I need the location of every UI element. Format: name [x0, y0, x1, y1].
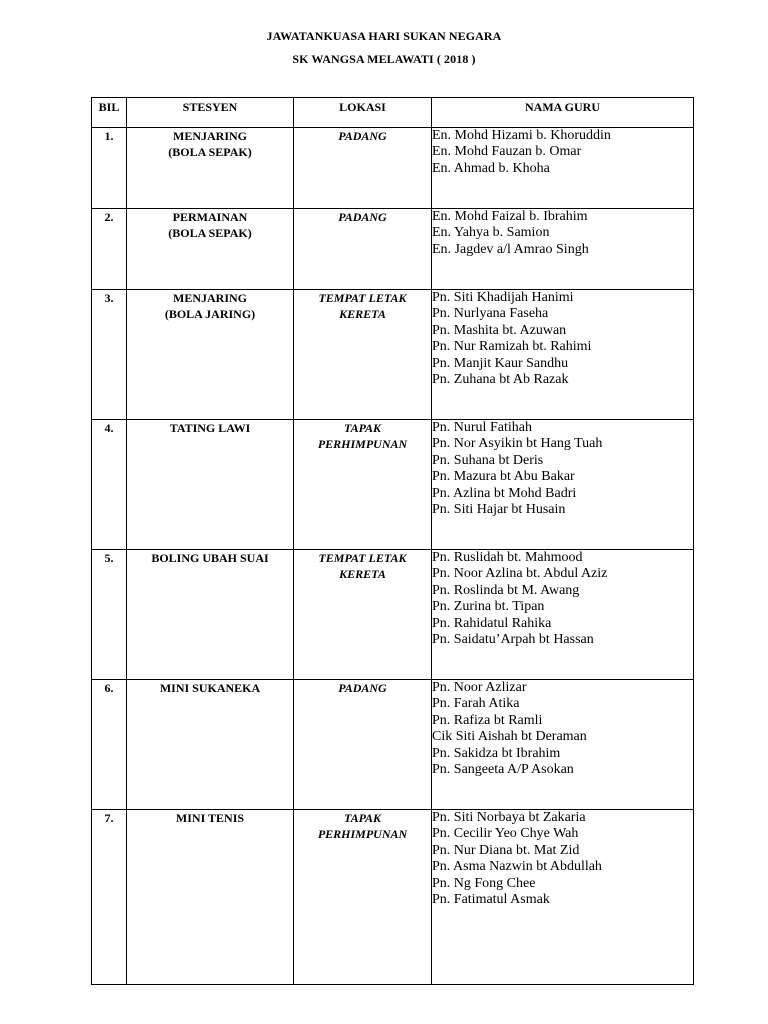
cell-stesyen [127, 209, 294, 290]
cell-nama-guru [432, 420, 694, 550]
table-row [92, 810, 694, 985]
lokasi-line: TEMPAT LETAK [318, 551, 407, 565]
document-subtitle: SK WANGSA MELAWATI ( 2018 ) [292, 52, 476, 66]
lokasi-line: PERHIMPUNAN [317, 437, 408, 451]
stesyen-line: (BOLA JARING) [164, 307, 256, 321]
teacher-name: Pn. Suhana bt Deris [432, 452, 544, 468]
teacher-name: En. Ahmad b. Khoha [432, 160, 550, 176]
stesyen-line: MENJARING [173, 129, 247, 143]
cell-nama-guru [432, 209, 694, 290]
teacher-name: Pn. Siti Khadijah Hanimi [432, 290, 574, 305]
table-body [92, 128, 694, 985]
lokasi-line: KERETA [339, 567, 386, 581]
teacher-name: Pn. Rahidatul Rahika [432, 615, 552, 631]
cell-lokasi [294, 680, 432, 810]
teacher-name: En. Mohd Faizal b. Ibrahim [432, 209, 588, 224]
header-lokasi: LOKASI [294, 98, 432, 128]
header-stesyen: STESYEN [127, 98, 294, 128]
teacher-name: Pn. Roslinda bt M. Awang [432, 582, 580, 598]
station-roster-table [91, 97, 694, 985]
cell-stesyen [127, 290, 294, 420]
cell-lokasi [294, 128, 432, 209]
teacher-name: Pn. Asma Nazwin bt Abdullah [432, 859, 602, 875]
teacher-name: Pn. Nurlyana Faseha [432, 306, 549, 322]
teacher-name: Pn. Ruslidah bt. Mahmood [432, 550, 583, 565]
teacher-name: Pn. Mashita bt. Azuwan [432, 322, 567, 338]
teacher-name: Pn. Manjit Kaur Sandhu [432, 355, 569, 371]
stesyen-line: BOLING UBAH SUAI [151, 551, 269, 565]
teacher-name: Pn. Nur Ramizah bt. Rahimi [432, 339, 592, 355]
table-row [92, 680, 694, 810]
teacher-name: Pn. Noor Azlizar [432, 680, 527, 695]
cell-bil: 5. [92, 550, 127, 680]
lokasi-line: TAPAK [343, 421, 382, 435]
teacher-name: Pn. Sakidza bt Ibrahim [432, 745, 561, 761]
cell-stesyen [127, 550, 294, 680]
lokasi-line: PADANG [338, 129, 387, 143]
teacher-name: Pn. Siti Norbaya bt Zakaria [432, 810, 586, 825]
teacher-name: Pn. Nurul Fatihah [432, 420, 532, 435]
table-row [92, 128, 694, 209]
cell-nama-guru [432, 680, 694, 810]
document-title: JAWATANKUASA HARI SUKAN NEGARA [266, 29, 502, 43]
teacher-name: Pn. Farah Atika [432, 696, 520, 712]
teacher-name: Pn. Zuhana bt Ab Razak [432, 372, 569, 388]
table-row [92, 209, 694, 290]
stesyen-line: MINI TENIS [175, 811, 245, 825]
cell-nama-guru [432, 128, 694, 209]
header-bil: BIL [92, 98, 127, 128]
table-row [92, 420, 694, 550]
teacher-name: Pn. Siti Hajar bt Husain [432, 502, 566, 518]
cell-lokasi [294, 290, 432, 420]
teacher-name: En. Mohd Hizami b. Khoruddin [432, 128, 611, 143]
cell-nama-guru [432, 810, 694, 985]
cell-bil: 3. [92, 290, 127, 420]
teacher-name: En. Jagdev a/l Amrao Singh [432, 241, 589, 257]
teacher-name: Pn. Zurina bt. Tipan [432, 599, 545, 615]
teacher-name: Pn. Mazura bt Abu Bakar [432, 469, 575, 485]
teacher-name: Pn. Sangeeta A/P Asokan [432, 762, 574, 778]
teacher-name: Pn. Nur Diana bt. Mat Zid [432, 842, 580, 858]
lokasi-line: TEMPAT LETAK [318, 291, 407, 305]
lokasi-line: PERHIMPUNAN [317, 827, 408, 841]
cell-lokasi [294, 810, 432, 985]
stesyen-line: (BOLA SEPAK) [168, 145, 252, 159]
cell-nama-guru [432, 290, 694, 420]
teacher-name: Pn. Fatimatul Asmak [432, 892, 550, 908]
cell-nama-guru [432, 550, 694, 680]
cell-lokasi [294, 550, 432, 680]
header-nama-guru: NAMA GURU [432, 98, 694, 128]
stesyen-line: (BOLA SEPAK) [168, 226, 252, 240]
stesyen-line: TATING LAWI [169, 421, 251, 435]
table-header-row [92, 98, 694, 128]
stesyen-line: PERMAINAN [172, 210, 248, 224]
teacher-name: Cik Siti Aishah bt Deraman [432, 729, 587, 745]
cell-lokasi [294, 209, 432, 290]
teacher-name: Pn. Saidatu’Arpah bt Hassan [432, 632, 594, 648]
stesyen-line: MENJARING [173, 291, 247, 305]
cell-bil: 6. [92, 680, 127, 810]
table-row [92, 290, 694, 420]
cell-stesyen [127, 810, 294, 985]
teacher-name: En. Mohd Fauzan b. Omar [432, 144, 582, 160]
lokasi-line: KERETA [339, 307, 386, 321]
cell-bil: 2. [92, 209, 127, 290]
teacher-name: Pn. Cecilir Yeo Chye Wah [432, 826, 579, 842]
teacher-name: En. Yahya b. Samion [432, 225, 550, 241]
lokasi-line: PADANG [338, 681, 387, 695]
stesyen-line: MINI SUKANEKA [159, 681, 261, 695]
teacher-name: Pn. Nor Asyikin bt Hang Tuah [432, 436, 603, 452]
cell-stesyen [127, 128, 294, 209]
cell-bil: 4. [92, 420, 127, 550]
cell-stesyen [127, 680, 294, 810]
teacher-name: Pn. Noor Azlina bt. Abdul Aziz [432, 566, 608, 582]
cell-bil: 7. [92, 810, 127, 985]
cell-bil: 1. [92, 128, 127, 209]
cell-lokasi [294, 420, 432, 550]
teacher-name: Pn. Ng Fong Chee [432, 875, 536, 891]
table-row [92, 550, 694, 680]
teacher-name: Pn. Rafiza bt Ramli [432, 712, 543, 728]
cell-stesyen [127, 420, 294, 550]
lokasi-line: TAPAK [343, 811, 382, 825]
lokasi-line: PADANG [338, 210, 387, 224]
teacher-name: Pn. Azlina bt Mohd Badri [432, 485, 577, 501]
